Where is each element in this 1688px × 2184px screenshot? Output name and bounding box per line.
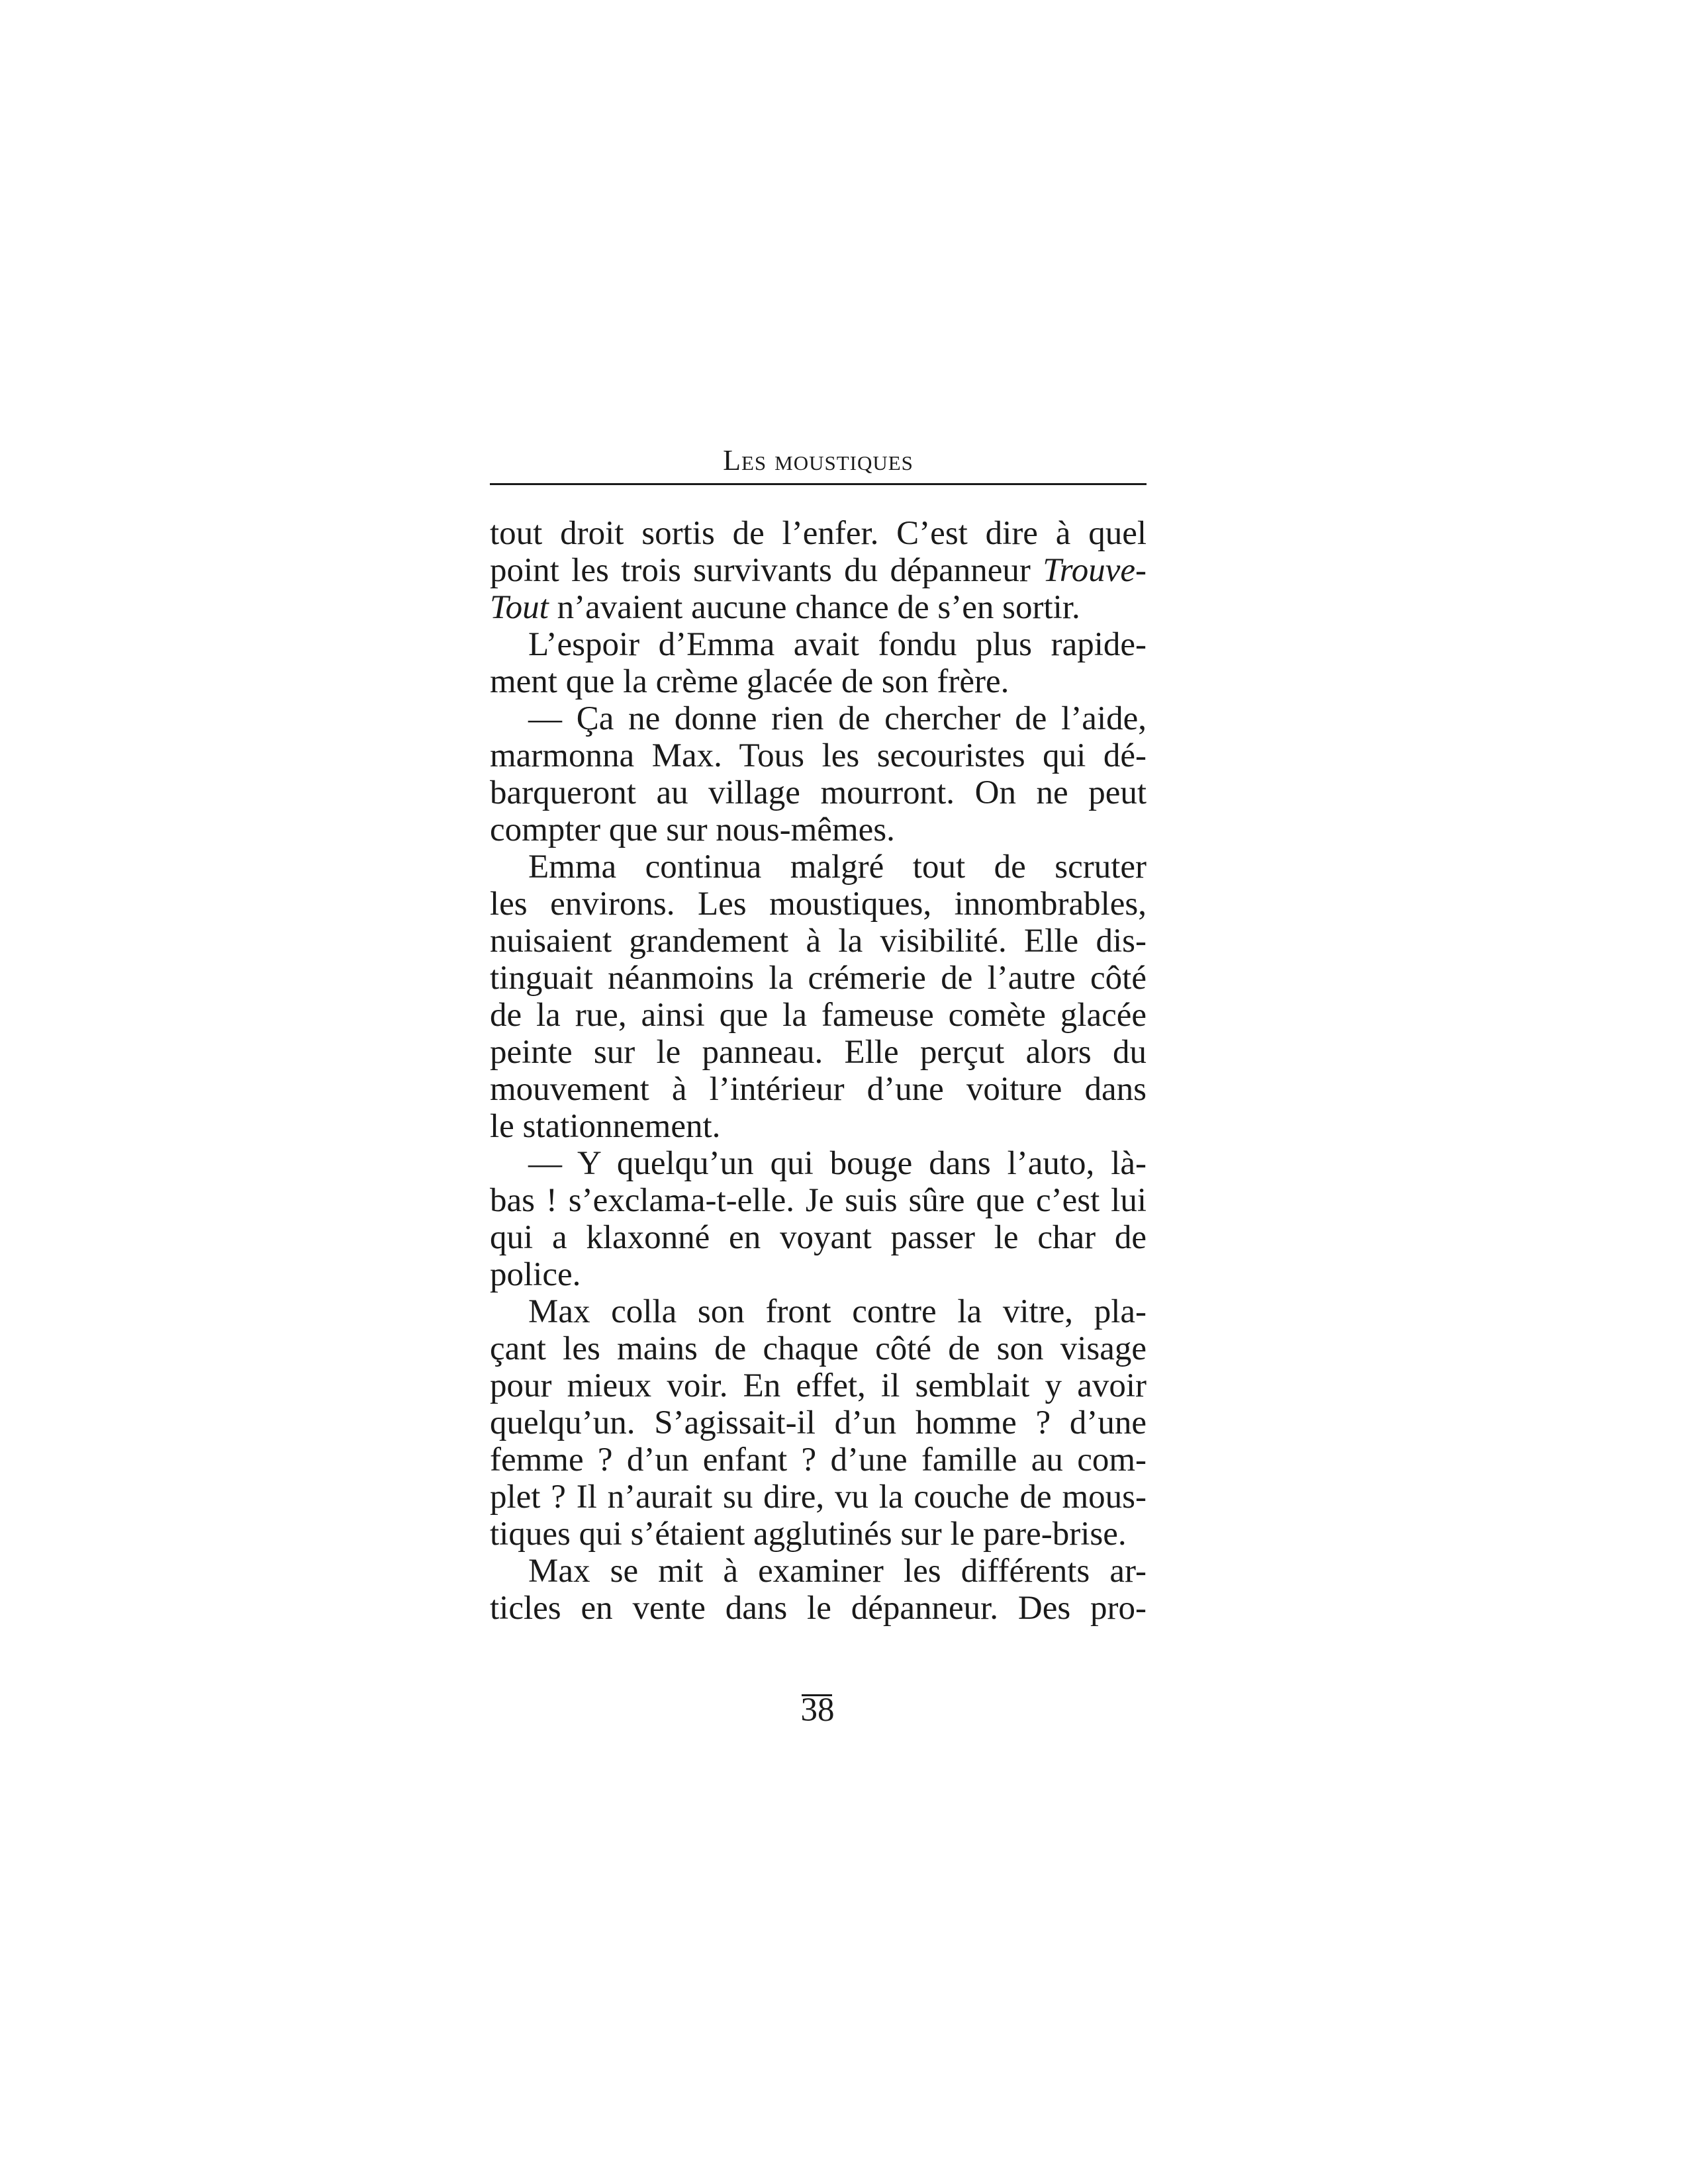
text-line	[490, 997, 1147, 1034]
line-text: Emma continua malgré tout de scruter	[528, 848, 1147, 886]
text-line	[490, 774, 1147, 811]
line-text: point les trois survivants du dépanneur	[490, 552, 1043, 589]
text-line	[490, 1145, 1147, 1182]
line-text: qui a klaxonné en voyant passer le char de	[490, 1219, 1147, 1256]
line-text: peinte sur le panneau. Elle perçut alors du	[490, 1034, 1147, 1071]
text-line	[490, 1516, 1147, 1553]
text-line	[490, 663, 1147, 700]
line-text: le stationnement.	[490, 1108, 721, 1145]
running-head: Les moustiques	[723, 444, 914, 477]
text-line	[490, 886, 1147, 923]
text-line	[490, 1441, 1147, 1479]
text-line	[490, 923, 1147, 960]
line-text: femme ? d’un enfant ? d’une famille au com-	[490, 1441, 1147, 1479]
text-line	[490, 1256, 1147, 1293]
text-line	[490, 1108, 1147, 1145]
line-text: — Ça ne donne rien de chercher de l’aide,	[528, 700, 1147, 737]
text-line	[490, 700, 1147, 737]
line-text: nuisaient grandement à la visibilité. Elle dis-	[490, 923, 1147, 960]
text-line	[490, 515, 1147, 552]
line-text: compter que sur nous-mêmes.	[490, 811, 895, 848]
line-text: de la rue, ainsi que la fameuse comète glacée	[490, 997, 1147, 1034]
line-text: barqueront au village mourront. On ne peut	[490, 774, 1147, 811]
text-line	[490, 626, 1147, 663]
body-text	[490, 515, 1147, 1627]
line-text: çant les mains de chaque côté de son visage	[490, 1330, 1147, 1367]
line-text: plet ? Il n’aurait su dire, vu la couche de mous-	[490, 1479, 1147, 1516]
line-text: quelqu’un. S’agissait-il d’un homme ? d’une	[490, 1404, 1147, 1441]
line-text: tinguait néanmoins la crémerie de l’autre côté	[490, 960, 1147, 997]
line-text: Max colla son front contre la vitre, pla-	[528, 1293, 1147, 1330]
line-text: tiques qui s’étaient agglutinés sur le pare-brise.	[490, 1516, 1127, 1553]
text-line	[490, 1182, 1147, 1219]
text-line	[490, 1367, 1147, 1404]
text-line	[490, 589, 1147, 626]
line-text: ticles en vente dans le dépanneur. Des pro-	[490, 1590, 1147, 1627]
line-text: police.	[490, 1256, 581, 1293]
page-number: 38	[800, 1692, 835, 1729]
text-line	[490, 1219, 1147, 1256]
text-line	[490, 960, 1147, 997]
line-text: mouvement à l’intérieur d’une voiture dans	[490, 1071, 1147, 1108]
italic-text: Trouve-	[1043, 552, 1147, 589]
text-line	[490, 552, 1147, 589]
line-text: bas ! s’exclama-t-elle. Je suis sûre que c’est lui	[490, 1182, 1147, 1219]
line-text: les environs. Les moustiques, innombrables,	[490, 886, 1147, 923]
line-text: ment que la crème glacée de son frère.	[490, 663, 1009, 700]
line-text: tout droit sortis de l’enfer. C’est dire à quel	[490, 515, 1147, 552]
text-line	[490, 1330, 1147, 1367]
line-text: marmonna Max. Tous les secouristes qui dé-	[490, 737, 1147, 774]
text-line	[490, 737, 1147, 774]
line-text: Max se mit à examiner les différents ar-	[528, 1553, 1147, 1590]
text-line	[490, 1590, 1147, 1627]
text-line	[490, 1293, 1147, 1330]
text-line	[490, 811, 1147, 848]
header-rule	[490, 483, 1147, 485]
text-line	[490, 1404, 1147, 1441]
line-text: pour mieux voir. En effet, il semblait y avoir	[490, 1367, 1147, 1404]
italic-text: Tout	[490, 589, 549, 626]
text-line	[490, 1553, 1147, 1590]
text-line	[490, 1071, 1147, 1108]
line-text: L’espoir d’Emma avait fondu plus rapide-	[528, 626, 1147, 663]
text-line	[490, 848, 1147, 886]
text-line	[490, 1034, 1147, 1071]
text-line	[490, 1479, 1147, 1516]
line-text: — Y quelqu’un qui bouge dans l’auto, là-	[528, 1145, 1147, 1182]
line-text: n’avaient aucune chance de s’en sortir.	[548, 589, 1080, 626]
